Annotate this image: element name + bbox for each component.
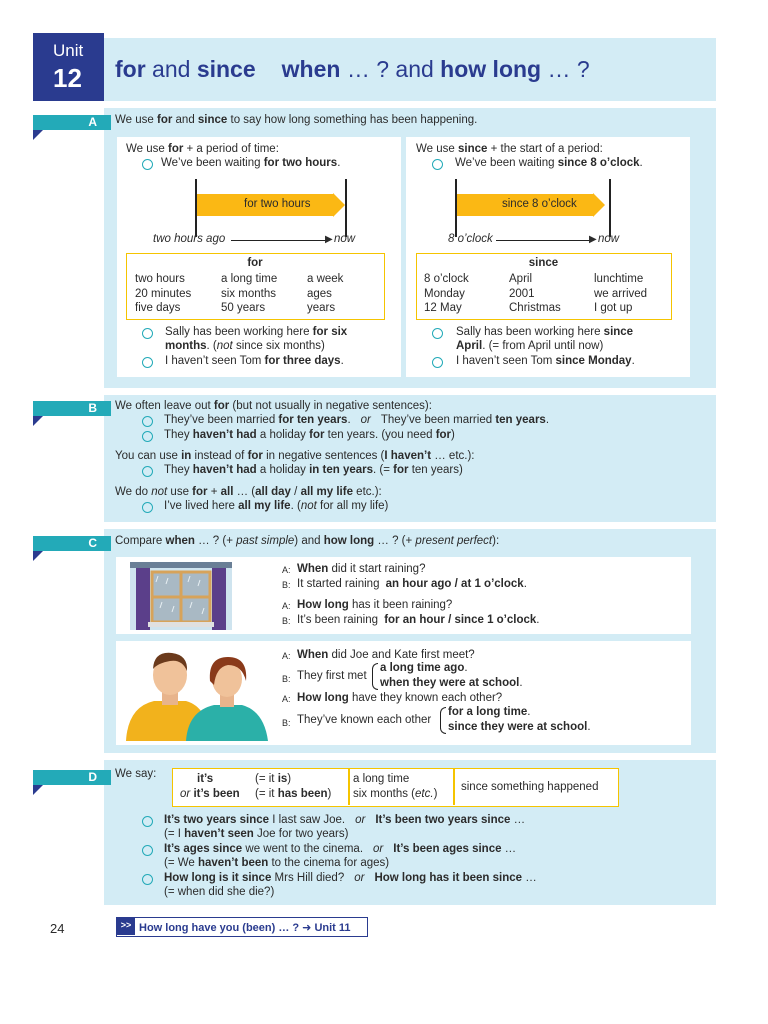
- unit-badge: [33, 33, 104, 101]
- bullet-icon: [432, 328, 443, 339]
- for-box-title: for: [247, 257, 263, 269]
- bullet-icon: [142, 816, 153, 827]
- speaker-a: A:: [282, 601, 291, 611]
- speaker-a: A:: [282, 651, 291, 661]
- known-option-1: for a long time.: [448, 706, 531, 718]
- brace-icon: [372, 663, 378, 690]
- bullet-icon: [142, 328, 153, 339]
- timeline-line: [231, 240, 327, 241]
- its-been-row: or it’s been: [180, 788, 240, 800]
- meet-option-1: a long time ago.: [380, 662, 468, 674]
- d-example-1-gloss: (= I haven’t seen Joe for two years): [164, 828, 349, 840]
- since-example-2: Sally has been working here since: [456, 326, 634, 338]
- bullet-icon: [142, 466, 153, 477]
- for-cell: two hours: [135, 273, 185, 285]
- title-how-long: how long: [440, 56, 542, 82]
- since-cell: Monday: [424, 288, 465, 300]
- section-c-tab: C: [33, 536, 111, 551]
- bullet-icon: [142, 502, 153, 513]
- section-b-line-5: They haven’t had a holiday in ten years. (= for ten years): [164, 464, 463, 476]
- timeline-end-line: [609, 179, 611, 237]
- speaker-b: B:: [282, 718, 291, 728]
- rain-line-3: How long has it been raining?: [297, 599, 453, 611]
- for-cell: a week: [307, 273, 344, 285]
- rain-dialogue-panel: [116, 557, 691, 634]
- page-number: 24: [50, 921, 65, 936]
- speaker-b: B:: [282, 616, 291, 626]
- meet-line-2: They first met: [297, 670, 367, 682]
- speaker-b: B:: [282, 674, 291, 684]
- bullet-icon: [142, 357, 153, 368]
- speaker-a: A:: [282, 694, 291, 704]
- for-cell: six months: [221, 288, 276, 300]
- since-panel: [406, 137, 690, 377]
- since-examples-box: [416, 253, 672, 320]
- since-example-3: I haven’t seen Tom since Monday.: [456, 355, 635, 367]
- bullet-icon: [432, 357, 443, 368]
- rain-line-4: It’s been raining for an hour / since 1 o’clock.: [297, 614, 540, 626]
- since-cell: 8 o’clock: [424, 273, 469, 285]
- for-intro: We use for + a period of time:: [126, 143, 279, 155]
- its-gloss: (= it is): [255, 773, 292, 785]
- section-d-tab: D: [33, 770, 111, 785]
- title-since: since: [196, 56, 256, 82]
- section-c-tab-triangle: [33, 551, 43, 561]
- bullet-icon: [432, 159, 443, 170]
- arrow-right-icon: ▶: [325, 234, 333, 245]
- title-and-2: … ? and: [340, 56, 441, 82]
- meet-line-3: How long have they known each other?: [297, 692, 503, 704]
- section-b-tab: B: [33, 401, 111, 416]
- title-and: and: [145, 56, 197, 82]
- box-divider: [348, 769, 350, 805]
- rain-line-1: When did it start raining?: [297, 563, 426, 575]
- section-a-tab-triangle: [33, 130, 43, 140]
- since-intro: We use since + the start of a period:: [416, 143, 603, 155]
- d-example-3-gloss: (= when did she die?): [164, 886, 275, 898]
- since-cell: 12 May: [424, 302, 462, 314]
- arrow-right-icon: ▶: [589, 234, 597, 245]
- bullet-icon: [142, 431, 153, 442]
- for-example-2b: months. (not since six months): [165, 340, 325, 352]
- timeline-from: 8 o’clock: [448, 233, 493, 245]
- since-cell: lunchtime: [594, 273, 644, 285]
- rainy-window-illustration: [130, 562, 232, 630]
- timeline-end-line: [345, 179, 347, 237]
- bullet-icon: [142, 159, 153, 170]
- unit-cross-reference-link[interactable]: [116, 917, 368, 937]
- section-b-line-2: They’ve been married for ten years. or They’ve been married ten years.: [164, 414, 550, 426]
- box-divider: [453, 769, 455, 805]
- section-b-line-7: I’ve lived here all my life. (not for all my life): [164, 500, 389, 512]
- d-example-2: It’s ages since we went to the cinema. or It’s been ages since …: [164, 843, 517, 855]
- bullet-icon: [142, 416, 153, 427]
- since-example: We’ve been waiting since 8 o’clock.: [455, 157, 643, 169]
- since-something-happened: since something happened: [461, 781, 599, 793]
- couple-dialogue-panel: [116, 641, 691, 745]
- since-example-2b: April. (= from April until now): [456, 340, 604, 352]
- timeline-to: now: [334, 233, 356, 245]
- rain-line-2: It started raining an hour ago / at 1 o’clock.: [297, 578, 527, 590]
- since-cell: Christmas: [509, 302, 561, 314]
- section-b-tab-triangle: [33, 416, 43, 426]
- section-b-line-3: They haven’t had a holiday for ten years. (you need for): [164, 429, 455, 441]
- section-a-tab: A: [33, 115, 111, 130]
- for-cell: years: [307, 302, 336, 314]
- title-when: when: [281, 56, 341, 82]
- bullet-icon: [142, 845, 153, 856]
- speaker-a: A:: [282, 565, 291, 575]
- brace-icon: [440, 707, 446, 734]
- cross-reference-text: How long have you (been) … ? ➜ Unit 11: [139, 922, 351, 934]
- meet-option-2: when they were at school.: [380, 677, 523, 689]
- unit-number: 12: [53, 63, 82, 93]
- meet-line-4: They’ve known each other: [297, 714, 432, 726]
- for-example: We’ve been waiting for two hours.: [161, 157, 341, 169]
- its-row: it’s: [197, 773, 214, 785]
- section-b-line-1: We often leave out for (but not usually in negative sentences):: [115, 400, 432, 412]
- for-panel: [117, 137, 401, 377]
- for-example-3: I haven’t seen Tom for three days.: [165, 355, 344, 367]
- section-d-tab-triangle: [33, 785, 43, 795]
- arrow-head-icon: [333, 193, 345, 217]
- for-examples-box: [126, 253, 385, 320]
- section-a-intro: We use for and since to say how long something has been happening.: [115, 114, 478, 126]
- bullet-icon: [142, 874, 153, 885]
- timeline-line: [496, 240, 591, 241]
- period-1: a long time: [353, 773, 410, 785]
- section-c-intro: Compare when … ? (+ past simple) and how long … ? (+ present perfect):: [115, 535, 500, 547]
- title-ellipsis: … ?: [541, 56, 590, 82]
- for-example-2: Sally has been working here for six: [165, 326, 348, 338]
- unit-label: Unit: [53, 41, 84, 60]
- section-b-line-6: We do not use for + all … (all day / all my life etc.):: [115, 486, 382, 498]
- for-cell: 50 years: [221, 302, 266, 314]
- d-example-3: How long is it since Mrs Hill died? or How long has it been since …: [164, 872, 537, 884]
- for-arrow-label: for two hours: [244, 198, 311, 210]
- since-cell: I got up: [594, 302, 633, 314]
- since-arrow-label: since 8 o’clock: [502, 198, 577, 210]
- title-for: for: [115, 56, 146, 82]
- meet-line-1: When did Joe and Kate first meet?: [297, 649, 475, 661]
- structure-box: [172, 768, 619, 807]
- since-cell: we arrived: [594, 288, 648, 300]
- page-title: [115, 56, 590, 83]
- section-b-line-4: You can use in instead of for in negative sentences (I haven’t … etc.):: [115, 450, 475, 462]
- arrow-head-icon: [593, 193, 605, 217]
- for-cell: 20 minutes: [135, 288, 192, 300]
- since-cell: April: [509, 273, 533, 285]
- d-example-1: It’s two years since I last saw Joe. or It’s been two years since …: [164, 814, 526, 826]
- timeline-to: now: [598, 233, 620, 245]
- since-box-title: since: [528, 257, 559, 269]
- for-cell: a long time: [221, 273, 278, 285]
- timeline-from: two hours ago: [153, 233, 226, 245]
- its-been-gloss: (= it has been): [255, 788, 332, 800]
- double-chevron-icon: >>: [117, 918, 135, 935]
- d-example-2-gloss: (= We haven’t been to the cinema for ages): [164, 857, 390, 869]
- for-cell: ages: [307, 288, 332, 300]
- couple-illustration: [124, 645, 272, 741]
- since-cell: 2001: [509, 288, 535, 300]
- known-option-2: since they were at school.: [448, 721, 591, 733]
- speaker-b: B:: [282, 580, 291, 590]
- period-2: six months (etc.): [353, 788, 438, 800]
- for-cell: five days: [135, 302, 181, 314]
- we-say-label: We say:: [115, 768, 157, 780]
